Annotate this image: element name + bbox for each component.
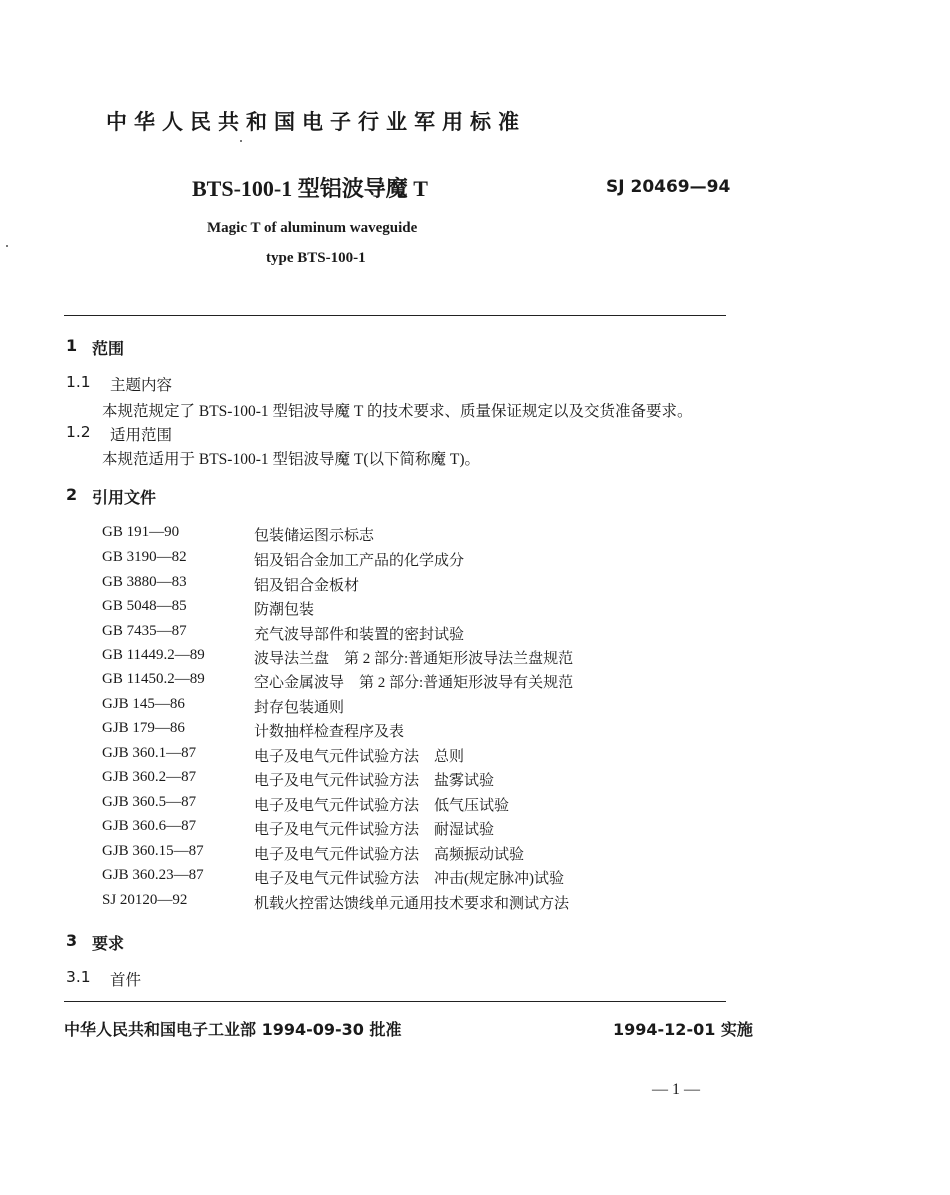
section-1-title: 范围 — [92, 339, 125, 358]
reference-title: 防潮包装 — [254, 602, 315, 618]
reference-title: 电子及电气元件试验方法 低气压试验 — [254, 798, 510, 814]
reference-code: GJB 360.5—87 — [102, 794, 197, 810]
reference-code: GJB 360.23—87 — [102, 867, 204, 883]
reference-code: GB 3880—83 — [102, 574, 187, 590]
section-1-1-number: 1.1 — [66, 373, 91, 391]
standard-category-header: 中华人民共和国电子行业军用标准 — [106, 110, 526, 134]
section-1-1-text: 本规范规定了 BTS-100-1 型铝波导魔 T 的技术要求、质量保证规定以及交货准备要求。 — [102, 403, 693, 420]
section-3-1-number: 3.1 — [66, 968, 91, 986]
section-1-2-text: 本规范适用于 BTS-100-1 型铝波导魔 T(以下简称魔 T)。 — [102, 451, 481, 468]
section-3-title: 要求 — [92, 934, 125, 953]
reference-code: GB 191—90 — [102, 524, 180, 540]
reference-code: GB 11449.2—89 — [102, 647, 205, 663]
top-divider — [64, 315, 726, 316]
reference-title: 充气波导部件和装置的密封试验 — [254, 627, 465, 643]
reference-title: 电子及电气元件试验方法 耐湿试验 — [254, 822, 495, 838]
section-1-1-title: 主题内容 — [110, 376, 173, 394]
document-title: BTS-100-1 型铝波导魔 T — [192, 176, 428, 201]
scan-speck — [240, 140, 242, 142]
standard-code: SJ 20469—94 — [606, 177, 731, 197]
reference-code: GJB 360.1—87 — [102, 745, 197, 761]
reference-code: GJB 360.6—87 — [102, 818, 197, 834]
reference-title: 包装储运图示标志 — [254, 528, 375, 544]
page-number: — 1 — — [652, 1081, 700, 1098]
effective-date: 1994-12-01 实施 — [613, 1020, 753, 1039]
reference-title: 电子及电气元件试验方法 冲击(规定脉冲)试验 — [254, 871, 564, 887]
reference-title: 封存包装通则 — [254, 700, 345, 716]
section-3-number: 3 — [66, 931, 78, 950]
reference-title: 机载火控雷达馈线单元通用技术要求和测试方法 — [254, 896, 570, 912]
reference-code: GJB 179—86 — [102, 720, 185, 736]
issued-by: 中华人民共和国电子工业部 1994-09-30 批准 — [64, 1020, 402, 1039]
reference-code: GB 7435—87 — [102, 623, 187, 639]
scan-speck — [6, 245, 8, 247]
reference-title: 电子及电气元件试验方法 高频振动试验 — [254, 847, 525, 863]
reference-title: 空心金属波导 第 2 部分:普通矩形波导有关规范 — [254, 675, 574, 691]
reference-code: GB 3190—82 — [102, 549, 187, 565]
reference-code: GB 5048—85 — [102, 598, 187, 614]
section-2-title: 引用文件 — [92, 488, 157, 507]
reference-title: 计数抽样检查程序及表 — [254, 724, 405, 740]
reference-code: GJB 145—86 — [102, 696, 185, 712]
section-3-1-title: 首件 — [110, 971, 142, 989]
section-2-number: 2 — [66, 485, 78, 504]
reference-code: GJB 360.15—87 — [102, 843, 204, 859]
bottom-divider — [64, 1001, 726, 1002]
reference-code: GJB 360.2—87 — [102, 769, 197, 785]
section-1-number: 1 — [66, 336, 78, 355]
english-title-line-1: Magic T of aluminum waveguide — [207, 220, 418, 236]
reference-code: GB 11450.2—89 — [102, 671, 205, 687]
english-title-line-2: type BTS-100-1 — [266, 250, 366, 266]
section-1-2-title: 适用范围 — [110, 426, 173, 444]
section-1-2-number: 1.2 — [66, 423, 91, 441]
reference-title: 波导法兰盘 第 2 部分:普通矩形波导法兰盘规范 — [254, 651, 574, 667]
reference-code: SJ 20120—92 — [102, 892, 188, 908]
reference-title: 电子及电气元件试验方法 总则 — [254, 749, 465, 765]
reference-title: 铝及铝合金加工产品的化学成分 — [254, 553, 465, 569]
reference-title: 电子及电气元件试验方法 盐雾试验 — [254, 773, 495, 789]
reference-title: 铝及铝合金板材 — [254, 578, 360, 594]
